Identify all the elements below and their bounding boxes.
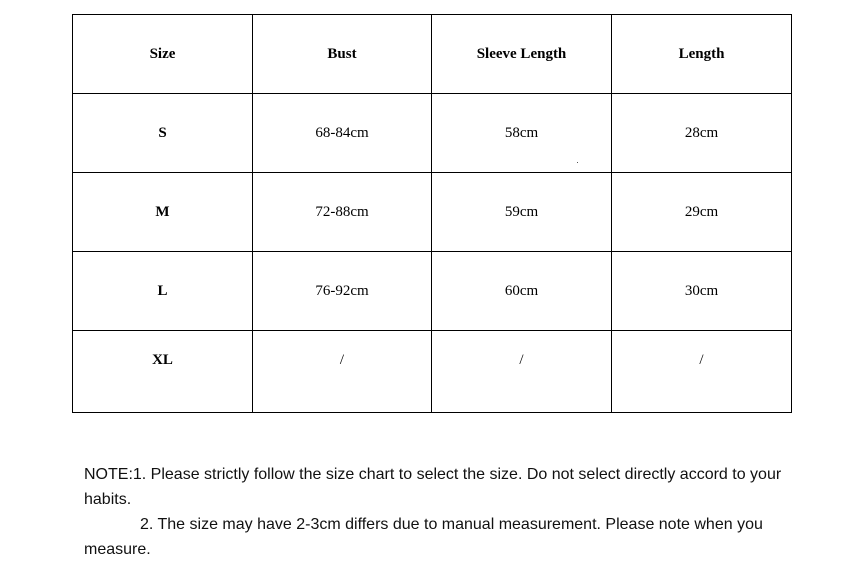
- size-chart-table: [72, 14, 792, 413]
- header-size: Size: [73, 15, 253, 94]
- note-line-2-text: 2. The size may have 2-3cm differs due to manual measurement. Please note when you measure.: [84, 516, 763, 558]
- table-row: [73, 252, 792, 331]
- header-sleeve-length: Sleeve Length: [432, 15, 612, 94]
- length-value: 29cm: [612, 173, 792, 252]
- sleeve-value: 59cm: [432, 173, 612, 252]
- table-header-row: [73, 15, 792, 94]
- size-value: XL: [73, 331, 253, 413]
- bust-value: /: [253, 331, 432, 413]
- size-value: M: [73, 173, 253, 252]
- sleeve-value: /: [432, 331, 612, 413]
- table-row: [73, 94, 792, 173]
- header-bust: Bust: [253, 15, 432, 94]
- note-line-2: [84, 512, 784, 562]
- size-value: S: [73, 94, 253, 173]
- note-line-1: NOTE:1. Please strictly follow the size chart to select the size. Do not select directly accord to your habits.: [84, 466, 782, 508]
- stray-dot: [577, 162, 578, 163]
- length-value: 28cm: [612, 94, 792, 173]
- table-row: [73, 173, 792, 252]
- header-length: Length: [612, 15, 792, 94]
- bust-value: 76-92cm: [253, 252, 432, 331]
- length-value: /: [612, 331, 792, 413]
- bust-value: 72-88cm: [253, 173, 432, 252]
- size-value: L: [73, 252, 253, 331]
- length-value: 30cm: [612, 252, 792, 331]
- sleeve-value: 58cm: [432, 94, 612, 173]
- table-row: [73, 331, 792, 413]
- sleeve-value: 60cm: [432, 252, 612, 331]
- bust-value: 68-84cm: [253, 94, 432, 173]
- size-note: [84, 462, 784, 562]
